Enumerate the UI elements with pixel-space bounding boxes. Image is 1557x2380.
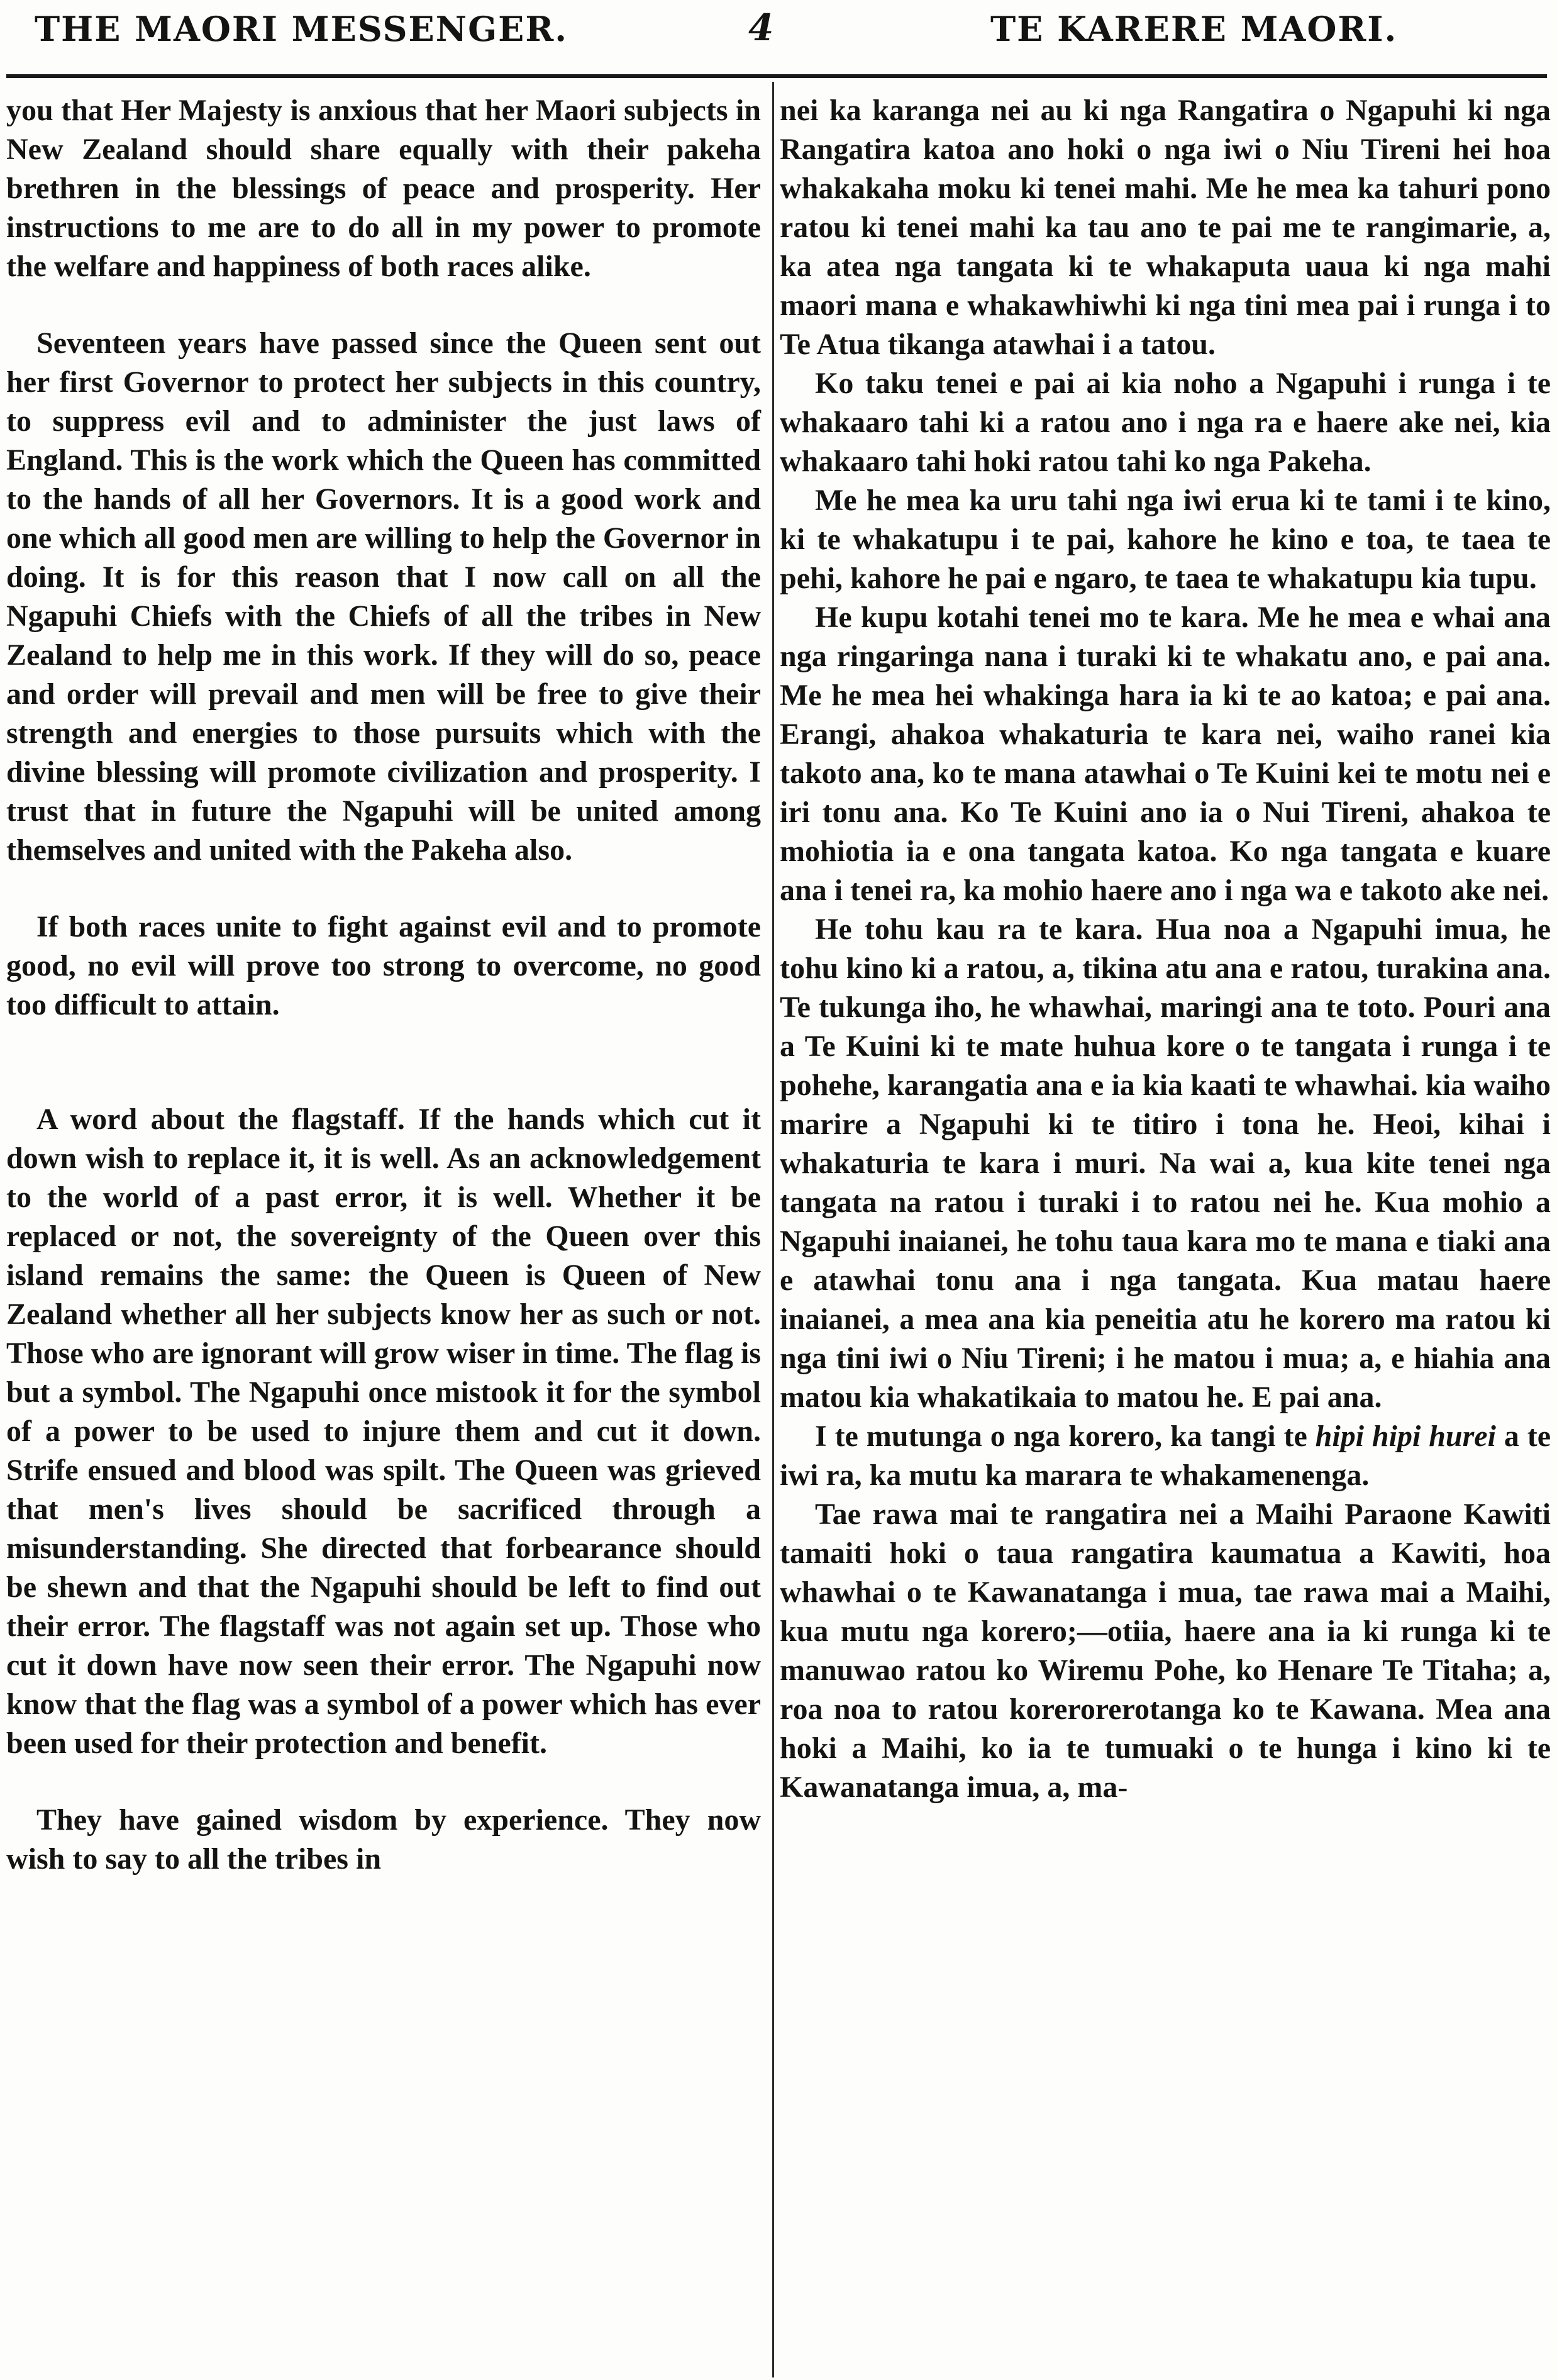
english-column [6,91,761,1879]
english-masthead: THE MAORI MESSENGER. [35,9,568,49]
english-paragraph-5: They have gained wisdom by experience. They now wish to say to all the tribes in [6,1803,761,1876]
maori-paragraph-3: Me he mea ka uru tahi nga iwi erua ki te tami i te kino, ki te whakatupu i te pai, kahore he kino e toa, te taea te pehi, kahore he pai e ngaro, te taea te whakatupu kia tupu. [780,484,1551,595]
maori-column [780,91,1551,1807]
maori-paragraph-1: nei ka karanga nei au ki nga Rangatira o Ngapuhi ki nga Rangatira katoa ano hoki o nga iwi o Niu Tireni hei hoa whakakaha moku ki tenei mahi. Me he mea ka tahuri pono ratou ki tenei mahi ka tau ano te pai me te rangimarie, a, ka atea nga tangata ki te whakaputa uaua ki nga mahi maori mana e whakawhiwhi ki nga tini mea pai i runga i to Te Atua tikanga atawhai i a tatou. [780,94,1551,361]
page-number: 4 [748,6,774,49]
english-paragraph-1: you that Her Majesty is anxious that her Maori subjects in New Zealand should share equally with their pakeha brethren in the blessings of peace and prosperity. Her instructions to me are to do all in my power to promote the welfare and happiness of both races alike. [6,94,761,283]
maori-paragraph-4: He kupu kotahi tenei mo te kara. Me he mea e whai ana nga ringaringa nana i turaki ki te whakatu ano, e pai ana. Me he mea hei whakinga hara ia ki te ao katoa; e pai ana. Erangi, ahakoa whakaturia te kara nei, waiho ranei kia takoto ana, ko te mana atawhai o Te Kuini kei te motu nei e iri tonu ana. Ko Te Kuini ano ia o Nui Tireni, ahakoa te mohiotia ia e ona tangata katoa. Ko nga tangata e kuare ana i tenei ra, ka mohio haere ano i nga wa e takoto ake nei. [780,601,1551,907]
maori-paragraph-7: Tae rawa mai te rangatira nei a Maihi Paraone Kawiti tamaiti hoki o taua rangatira kaumatua a Kawiti, hoa whawhai o te Kawanatanga i mua, tae rawa mai a Maihi, kua mutu nga korero;—otiia, haere ana ia ki runga ki te manuwao ratou ko Wiremu Pohe, ko Henare Te Titaha; a, roa noa to ratou korerorerotanga ko te Kawana. Mea ana hoki a Maihi, ko ia te tumuaki o te hunga i kino ki te Kawanatanga imua, a, ma- [780,1498,1551,1804]
maori-paragraph-6: I te mutunga o nga korero, ka tangi te hipi hipi hurei a te iwi ra, ka mutu ka marara te whakamenenga. [780,1420,1551,1492]
maori-paragraph-5: He tohu kau ra te kara. Hua noa a Ngapuhi imua, he tohu kino ki a ratou, a, tikina atu ana e ratou, turakina ana. Te tukunga iho, he whawhai, maringi ana te toto. Pouri ana a Te Kuini ki te mate huhua kore o te tangata i runga i te pohehe, karangatia ana e ia kia kaati te whawhai. kia waiho marire a Ngapuhi ki te titiro i tona he. Heoi, kihai i whakaturia te kara i muri. Na wai a, kua kite tenei nga tangata na ratou i turaki i to ratou nei he. Kua mohio a Ngapuhi inaianei, he tohu taua kara mo te mana e tiaki ana e atawhai tonu ana i nga tangata. Kua matau haere inaianei, a mea ana kia peneitia atu he korero ma ratou ki nga tini iwi o Niu Tireni; i he matou i mua; a, e hiahia ana matou kia whakatikaia to matou he. E pai ana. [780,913,1551,1414]
page-header [0,0,1557,69]
column-divider [772,82,774,2377]
english-paragraph-4: A word about the flagstaff. If the hands which cut it down wish to replace it, it is well. As an acknowledgement to the world of a past error, it is well. Whether it be replaced or not, the sovereignty of the Queen over this island remains the same: the Queen is Queen of New Zealand whether all her subjects know her as such or not. Those who are ignorant will grow wiser in time. The flag is but a symbol. The Ngapuhi once mistook it for the symbol of a power to be used to injure them and cut it down. Strife ensued and blood was spilt. The Queen was grieved that men's lives should be sacrificed through a misunderstanding. She directed that forbearance should be shewn and that the Ngapuhi should be left to find out their error. The flagstaff was not again set up. Those who cut it down have now seen their error. The Ngapuhi now know that the flag was a symbol of a power which has ever been used for their protection and benefit. [6,1103,761,1760]
maori-masthead: TE KARERE MAORI. [990,9,1398,49]
header-rule [6,74,1547,78]
song-phrase: hipi hipi hurei [1315,1420,1496,1453]
english-paragraph-3: If both races unite to fight against evil and to promote good, no evil will prove too strong to overcome, no good too difficult to attain. [6,910,761,1021]
maori-paragraph-2: Ko taku tenei e pai ai kia noho a Ngapuhi i runga i te whakaaro tahi ki a ratou ano i nga ra e haere ake nei, kia whakaaro tahi hoki ratou tahi ko nga Pakeha. [780,367,1551,478]
english-paragraph-2: Seventeen years have passed since the Queen sent out her first Governor to protect her subjects in this country, to suppress evil and to administer the just laws of England. This is the work which the Queen has committed to the hands of all her Governors. It is a good work and one which all good men are willing to help the Governor in doing. It is for this reason that I now call on all the Ngapuhi Chiefs with the Chiefs of all the tribes in New Zealand to help me in this work. If they will do so, peace and order will prevail and men will be free to give their strength and energies to those pursuits which with the divine blessing will promote civilization and prosperity. I trust that in future the Ngapuhi will be united among themselves and united with the Pakeha also. [6,326,761,867]
